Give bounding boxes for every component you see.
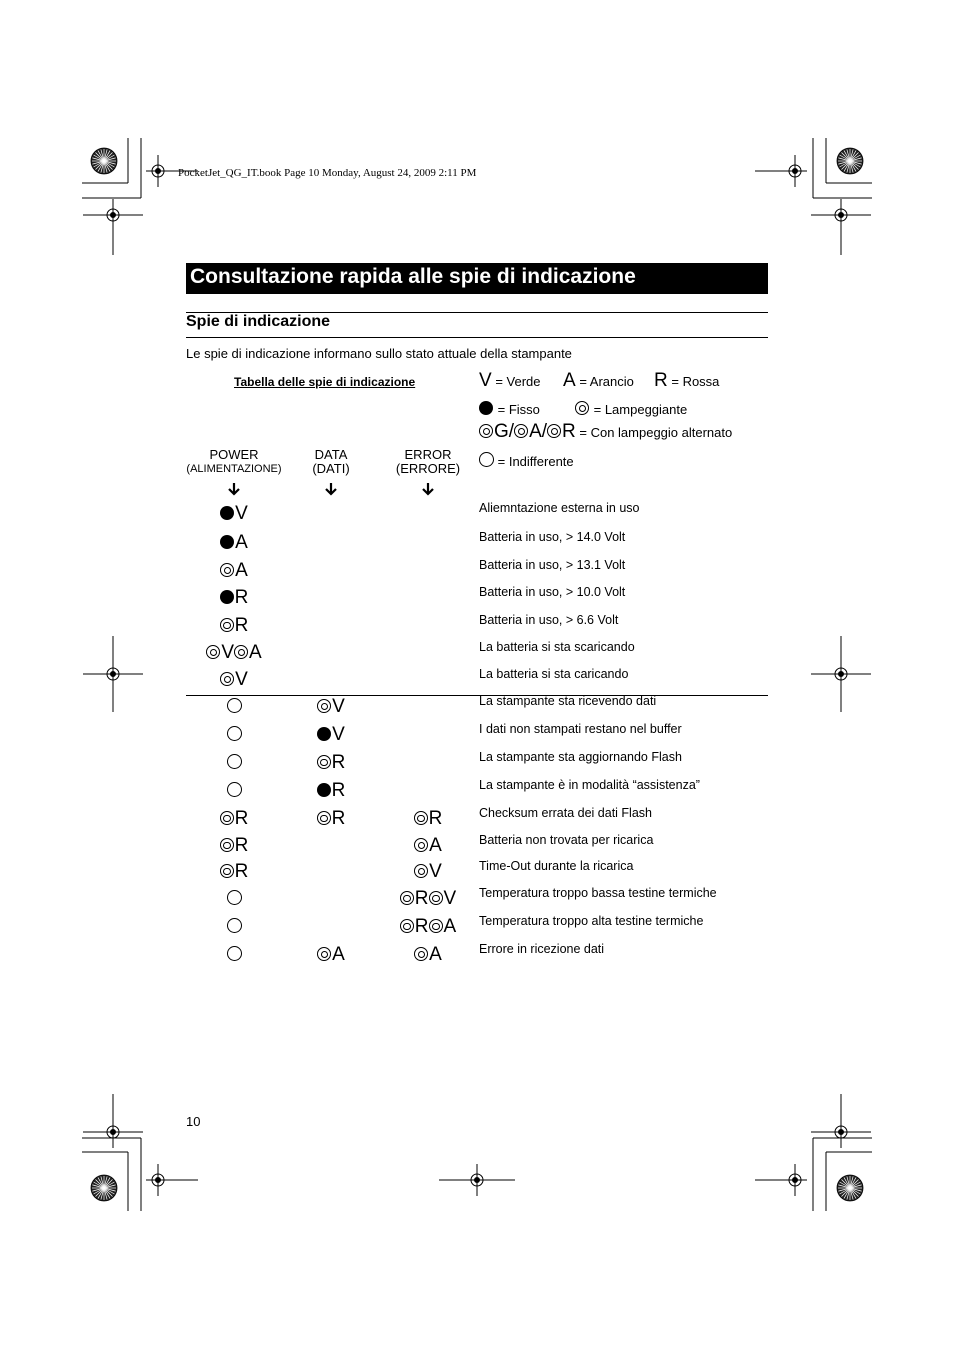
blinking-icon [220,618,234,632]
indicator-power-cell [174,560,294,582]
indicator-data-cell [271,780,391,802]
blinking-icon [317,811,331,825]
indicator-error-cell [368,916,488,938]
fixed-dot-icon [220,590,234,604]
indicator-letter: V [429,861,442,882]
indicator-error-cell [368,861,488,883]
legend-fixed [479,401,540,417]
indicator-error-cell [368,808,488,830]
legend-alt-g: G/ [494,421,515,442]
blinking-icon [575,401,589,415]
fixed-dot-icon [317,727,331,741]
legend-blinking [575,401,687,417]
legend-orange-letter: A [563,370,576,391]
indicator-letter: A [249,642,262,663]
any-state-icon [227,890,242,905]
indicator-letter: R [428,808,443,829]
blinking-icon [400,891,414,905]
page-number: 10 [186,1114,201,1129]
any-state-icon [227,782,242,797]
indicator-power-cell [174,888,294,910]
indicator-letter: R [234,615,249,636]
fixed-dot-icon [220,506,234,520]
legend-alt-a: A/ [529,421,548,442]
indicator-data-cell [271,752,391,774]
indicator-letter: A [429,835,442,856]
indicator-letter: A [429,944,442,965]
indicator-power-cell [174,835,294,857]
indicator-description: La stampante sta ricevendo dati [479,694,657,708]
column-data-sub: (DATI) [312,461,350,476]
indicator-letter: R [234,808,249,829]
indicator-letter: V [443,888,457,909]
indicator-letter: A [235,560,248,581]
indicator-description: La stampante sta aggiornando Flash [479,750,682,764]
indicator-error-cell [368,835,488,857]
blinking-icon [317,947,331,961]
blinking-icon [414,947,428,961]
indicator-letter: R [331,752,346,773]
indicator-letter: V [235,669,248,690]
indicator-letter: R [234,835,249,856]
blinking-icon [414,864,428,878]
blinking-icon [414,811,428,825]
blinking-icon [220,563,234,577]
power-down-arrow-icon [226,481,242,497]
any-state-icon [227,726,242,741]
table-title: Tabella delle spie di indicazione [234,375,416,389]
column-power-header [179,448,289,476]
section-intro: Le spie di indicazione informano sullo stato attuale della stampante [186,346,572,361]
blinking-icon [429,891,443,905]
fixed-dot-icon [317,783,331,797]
legend-red [654,370,719,392]
blinking-icon [547,424,561,438]
column-power-sub: (ALIMENTAZIONE) [186,463,282,475]
blinking-icon [317,699,331,713]
indicator-data-cell [271,724,391,746]
column-error-header [373,448,483,476]
any-state-icon [227,946,242,961]
indicator-power-cell [174,587,294,609]
blinking-icon [220,864,234,878]
indicator-letter: V [235,503,248,524]
page-title-bar [186,263,768,294]
indicator-description: Batteria in uso, > 10.0 Volt [479,585,626,599]
indicator-letter: V [332,724,345,745]
indicator-error-cell [368,944,488,966]
legend-green [479,370,541,392]
blinking-icon [414,838,428,852]
legend-any-text: = Indifferente [497,454,574,469]
indicator-power-cell [174,642,294,664]
blinking-icon [400,919,414,933]
indicator-description: Time-Out durante la ricarica [479,859,634,873]
indicator-letter: A [443,916,457,937]
column-data-header [276,448,386,476]
indicator-data-cell [271,696,391,718]
column-error-sub: (ERRORE) [395,461,461,476]
legend-green-text: = Verde [495,374,541,389]
section-title: Spie di indicazione [186,313,331,330]
indicator-description: Temperatura troppo bassa testine termiche [479,886,717,900]
page-title: Consultazione rapida alle spie di indicazione [190,265,636,288]
indicator-description: I dati non stampati restano nel buffer [479,722,682,736]
blinking-icon [317,755,331,769]
legend-any [479,452,574,469]
legend-alternate [479,421,732,443]
indicator-error-cell [368,888,488,910]
legend-alt-r: R [562,421,576,442]
file-header: PocketJet_QG_IT.book Page 10 Monday, August 24, 2009 2:11 PM [178,167,477,179]
indicator-letter: A [235,532,248,553]
indicator-power-cell [174,861,294,883]
blinking-icon [479,424,493,438]
column-power-label: POWER [209,447,259,462]
blinking-icon [220,811,234,825]
legend-orange-text: = Arancio [579,374,634,389]
blinking-icon [234,645,248,659]
error-down-arrow-icon [420,481,436,497]
legend-orange [563,370,634,392]
indicator-description: Batteria in uso, > 13.1 Volt [479,558,626,572]
indicator-description: Aliemntazione esterna in uso [479,501,640,515]
indicator-description: Temperatura troppo alta testine termiche [479,914,704,928]
indicator-power-cell [174,532,294,554]
blinking-icon [429,919,443,933]
indicator-description: La batteria si sta scaricando [479,640,635,654]
indicator-letter: R [414,916,429,937]
indicator-letter: A [332,944,345,965]
any-state-icon [227,918,242,933]
indicator-power-cell [174,503,294,525]
indicator-letter: R [414,888,429,909]
indicator-description: La batteria si sta caricando [479,667,629,681]
column-error-label: ERROR [404,447,452,462]
indicator-letter: V [332,696,345,717]
legend-green-letter: V [479,370,492,391]
indicator-description: La stampante è in modalità “assistenza” [479,778,700,792]
blinking-icon [220,838,234,852]
indicator-letter: R [234,587,249,608]
indicator-letter: R [331,780,346,801]
section-bottom-rule [186,337,768,338]
indicator-power-cell [174,615,294,637]
legend-fixed-text: = Fisso [497,402,540,417]
column-data-label: DATA [314,447,348,462]
fixed-dot-icon [220,535,234,549]
legend-red-letter: R [654,370,668,391]
indicator-letter: R [234,861,249,882]
any-state-icon [227,698,242,713]
indicator-power-cell [174,916,294,938]
any-state-icon [227,754,242,769]
blinking-icon [220,672,234,686]
data-down-arrow-icon [323,481,339,497]
indicator-description: Checksum errata dei dati Flash [479,806,652,820]
indicator-description: Batteria non trovata per ricarica [479,833,654,847]
indicator-power-cell [174,669,294,691]
indicator-description: Batteria in uso, > 6.6 Volt [479,613,619,627]
blinking-icon [514,424,528,438]
legend-red-text: = Rossa [671,374,720,389]
indicator-description: Errore in ricezione dati [479,942,605,956]
fixed-dot-icon [479,401,493,415]
indicator-letter: R [331,808,346,829]
blinking-icon [206,645,220,659]
legend-blinking-text: = Lampeggiante [593,402,688,417]
indicator-description: Batteria in uso, > 14.0 Volt [479,530,626,544]
legend-alt-text: = Con lampeggio alternato [579,425,733,440]
indicator-letter: V [221,642,234,663]
